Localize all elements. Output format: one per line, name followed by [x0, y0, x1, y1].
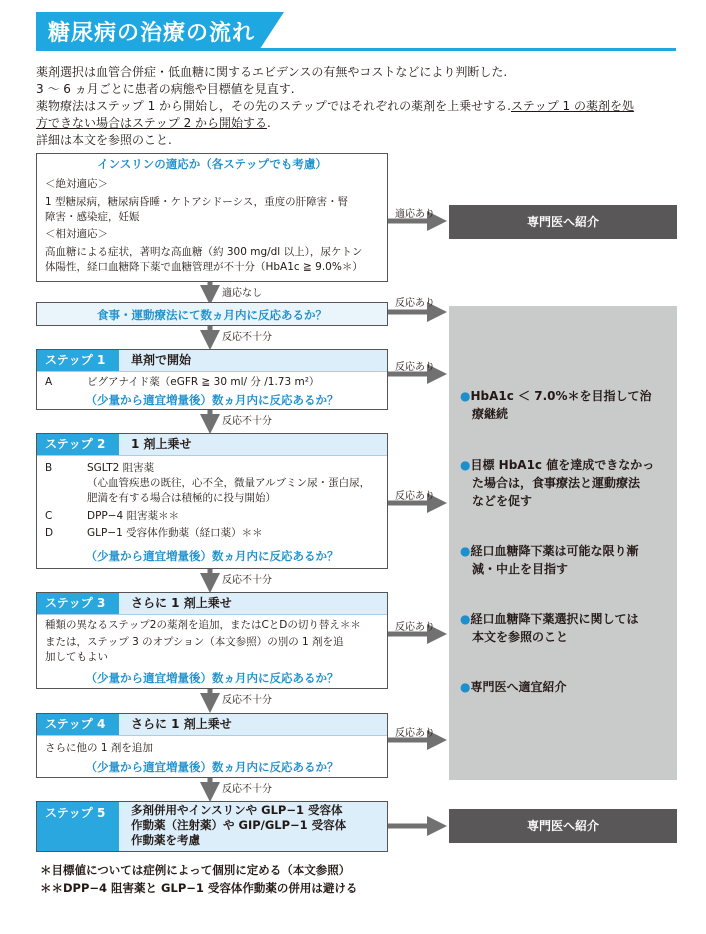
step2-badge: ステップ 2 — [37, 434, 119, 455]
footnote-1: ＊目標値については症例によって個別に定める（本文参照） — [40, 863, 351, 877]
bullet-icon: ● — [460, 544, 471, 558]
label-hannou-fujuubun-step2: 反応不十分 — [222, 575, 272, 586]
intro-line-2: 3 ～ 6 ヵ月ごとに患者の病態や目標値を見直す. — [36, 82, 295, 96]
step2-title: 1 剤上乗せ — [131, 437, 192, 451]
bullet-icon: ● — [460, 612, 471, 626]
drug-sglt2-note-1: （心血管疾患の既往，心不全，微量アルブミン尿・蛋白尿， — [87, 477, 371, 489]
step3-line-3: 加してもよい — [45, 651, 108, 663]
step2-question: （少量から適宜増量後）数ヵ月内に反応あるか？ — [85, 549, 339, 563]
label-hannou-ari-step4: 反応あり — [395, 728, 435, 739]
label-hannou-ari-step2: 反応あり — [395, 491, 435, 502]
drug-sglt2-note-2: 肥満を有する場合は積極的に投与開始） — [87, 492, 276, 504]
step3-title: さらに 1 剤上乗せ — [131, 596, 232, 610]
absolute-indication-label: ＜絶対適応＞ — [45, 178, 108, 190]
drug-letter-c: C — [45, 510, 53, 522]
label-tekiou-nashi: 適応なし — [222, 288, 262, 299]
step4-question: （少量から適宜増量後）数ヵ月内に反応あるか？ — [85, 760, 339, 774]
relative-indication-line-2: 体陽性，経口血糖降下薬で血糖管理が不十分（HbA1c ≧ 9.0%＊） — [45, 261, 363, 273]
step4-box — [36, 713, 388, 778]
label-tekiou-ari: 適応あり — [395, 209, 435, 220]
step4-badge: ステップ 4 — [37, 714, 119, 735]
step1-badge: ステップ 1 — [37, 350, 119, 371]
step1-title: 単剤で開始 — [131, 353, 192, 367]
step3-question: （少量から適宜増量後）数ヵ月内に反応あるか？ — [85, 671, 339, 685]
footnote-2: ＊＊DPP−4 阻害薬と GLP−1 受容体作動薬の併用は避ける — [40, 881, 358, 895]
step1-question: （少量から適宜増量後）数ヵ月内に反応あるか？ — [85, 393, 339, 407]
panel-item-referral: ●専門医へ適宜紹介 — [460, 680, 567, 694]
drug-letter-d: D — [45, 527, 54, 539]
referral-box-bottom: 専門医へ紹介 — [449, 809, 677, 843]
step3-line-2: または，ステップ 3 のオプション（本文参照）の別の 1 剤を追 — [45, 636, 344, 648]
step4-header — [37, 714, 387, 736]
step5-line-2: 作動薬（注射薬）や GIP/GLP−1 受容体 — [131, 818, 347, 832]
absolute-indication-line-2: 障害・感染症，妊娠 — [45, 211, 140, 223]
panel-item-hba1c: ●HbA1c ＜ 7.0%＊を目指して治 療継続 — [460, 389, 652, 421]
label-hannou-fujuubun-diet: 反応不十分 — [222, 332, 272, 343]
drug-letter-a: A — [45, 376, 53, 388]
step5-line-1: 多剤併用やインスリンや GLP−1 受容体 — [131, 803, 343, 817]
insulin-indication-box — [36, 153, 388, 282]
intro-line-3: 薬物療法はステップ 1 から開始し，その先のステップではそれぞれの薬剤を上乗せする.ステップ 1 の薬剤を処 — [36, 99, 634, 113]
label-hannou-fujuubun-step1: 反応不十分 — [222, 416, 272, 427]
label-hannou-fujuubun-step3: 反応不十分 — [222, 695, 272, 706]
bullet-icon: ● — [460, 458, 471, 472]
drug-sglt2: SGLT2 阻害薬 — [87, 462, 155, 474]
bullet-icon: ● — [460, 680, 471, 694]
intro-line-4: 方できない場合はステップ 2 から開始する. — [36, 116, 271, 130]
intro-line-5: 詳細は本文を参照のこと. — [36, 133, 172, 147]
step4-line-1: さらに他の 1 剤を追加 — [45, 742, 153, 754]
step5-line-3: 作動薬を考慮 — [131, 833, 200, 847]
panel-item-target: ●目標 HbA1c 値を達成できなかっ た場合は，食事療法と運動療法 などを促す — [460, 458, 655, 508]
label-hannou-ari-diet: 反応あり — [395, 298, 435, 309]
step2-header — [37, 434, 387, 456]
intro-line-1: 薬剤選択は血管合併症・低血糖に関するエビデンスの有無やコストなどにより判断した. — [36, 65, 508, 79]
insulin-heading: インスリンの適応か（各ステップでも考慮） — [97, 157, 327, 171]
step1-header — [37, 350, 387, 372]
referral-box-top: 専門医へ紹介 — [449, 205, 677, 239]
step5-badge: ステップ 5 — [37, 802, 119, 851]
drug-dpp4: DPP−4 阻害薬＊＊ — [87, 510, 180, 522]
diet-exercise-box — [36, 302, 388, 326]
step1-box — [36, 349, 388, 410]
step3-header — [37, 593, 387, 615]
bullet-icon: ● — [460, 389, 471, 403]
drug-glp1-oral: GLP−1 受容体作動薬（経口薬）＊＊ — [87, 527, 263, 539]
label-hannou-ari-step1: 反応あり — [395, 362, 435, 373]
page-title: 糖尿病の治療の流れ — [48, 21, 256, 46]
diet-question: 食事・運動療法にて数ヵ月内に反応あるか？ — [97, 308, 327, 322]
panel-item-taper: ●経口血糖降下薬は可能な限り漸 減・中止を目指す — [460, 544, 639, 576]
step4-title: さらに 1 剤上乗せ — [131, 717, 232, 731]
relative-indication-line-1: 高血糖による症状，著明な高血糖（約 300 mg/dl 以上），尿ケトン — [45, 246, 363, 258]
label-hannou-fujuubun-step4: 反応不十分 — [222, 784, 272, 795]
step3-badge: ステップ 3 — [37, 593, 119, 614]
drug-biguanide: ビグアナイド薬（eGFR ≧ 30 ml/ 分 /1.73 m²） — [87, 376, 320, 388]
step2-box — [36, 433, 388, 569]
absolute-indication-line-1: 1 型糖尿病，糖尿病昏睡・ケトアシドーシス，重度の肝障害・腎 — [45, 196, 349, 208]
drug-letter-b: B — [45, 462, 53, 474]
label-hannou-ari-step3: 反応あり — [395, 622, 435, 633]
panel-item-selection: ●経口血糖降下薬選択に関しては 本文を参照のこと — [460, 612, 639, 644]
relative-indication-label: ＜相対適応＞ — [45, 228, 108, 240]
step5-box — [36, 801, 388, 852]
step3-line-1: 種類の異なるステップ2の薬剤を追加，またはCとDの切り替え＊＊ — [45, 619, 361, 631]
step3-box — [36, 592, 388, 689]
